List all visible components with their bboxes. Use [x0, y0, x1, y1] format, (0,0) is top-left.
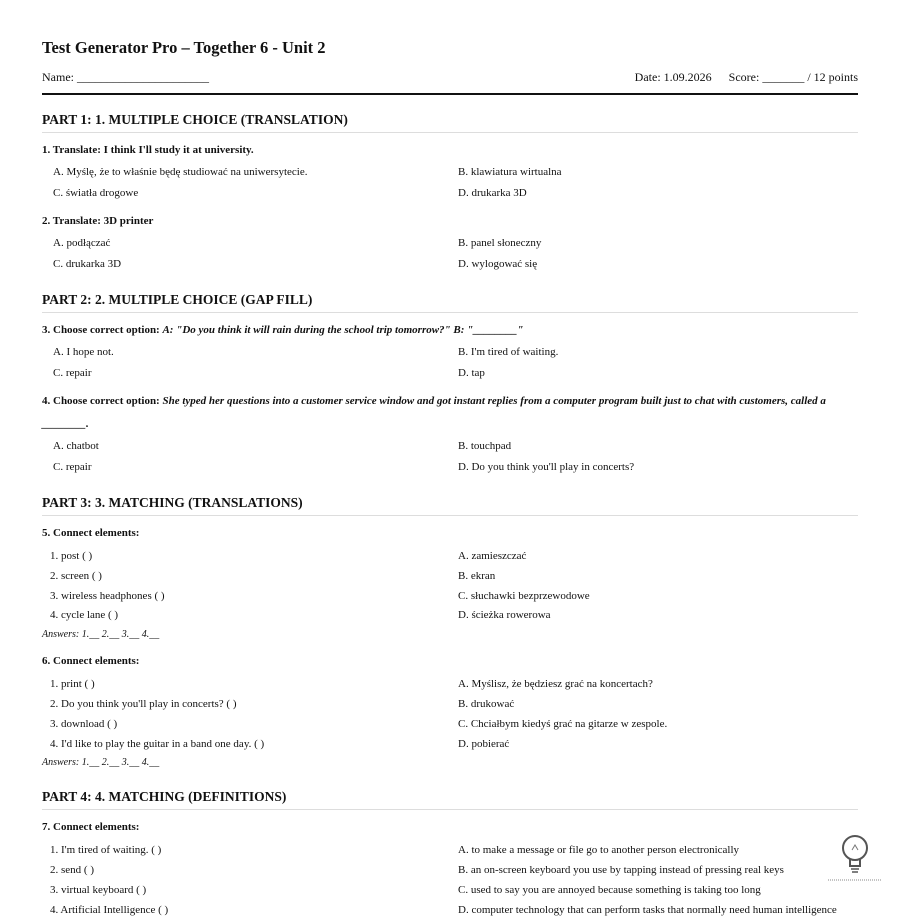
header-meta [42, 70, 858, 95]
option-d[interactable]: D. tap [458, 367, 485, 379]
question-3 [42, 319, 858, 342]
question-5-prompt: 5. Connect elements: [42, 527, 140, 539]
page-title: Test Generator Pro – Together 6 - Unit 2 [42, 38, 326, 57]
match-right-item: B. an on-screen keyboard you use by tapping instead of pressing real keys [458, 864, 784, 877]
match-right-item: D. ścieżka rowerowa [458, 609, 551, 622]
question-2-prompt: 2. Translate: 3D printer [42, 215, 154, 227]
score-field[interactable]: Score: _______ / 12 points [728, 70, 858, 84]
question-4-text: She typed her questions into a customer service window and got instant replies from a computer program built just to chat with customers, called a ________. [42, 395, 826, 430]
question-4 [42, 390, 858, 436]
match-left-item[interactable]: 1. post ( ) [50, 550, 93, 562]
match-left-item[interactable]: 1. print ( ) [50, 678, 95, 691]
match-right-item: C. Chciałbym kiedyś grać na gitarze w zespole. [458, 717, 668, 730]
question-1-options [42, 162, 858, 204]
question-3-text: A: "Do you think it will rain during the school trip tomorrow?" B: "________" [162, 324, 524, 336]
match-right-item: A. Myślisz, że będziesz grać na koncertach? [458, 678, 653, 691]
option-b[interactable]: B. I'm tired of waiting. [458, 346, 559, 358]
option-b[interactable]: B. touchpad [458, 440, 512, 452]
match-right-item: A. zamieszczać [458, 550, 527, 562]
match-left-item[interactable]: 2. screen ( ) [50, 569, 102, 582]
question-4-options [42, 436, 858, 478]
option-d[interactable]: D. drukarka 3D [458, 187, 527, 199]
option-c[interactable]: C. repair [53, 461, 92, 473]
option-a[interactable]: A. I hope not. [53, 346, 114, 358]
match-left-item[interactable]: 4. Artificial Intelligence ( ) [50, 903, 169, 916]
part-4-heading: PART 4: 4. MATCHING (DEFINITIONS) [42, 789, 858, 810]
match-left-item[interactable]: 3. download ( ) [50, 717, 118, 730]
question-6-answers[interactable]: Answers: 1.__ 2.__ 3.__ 4.__ [42, 757, 160, 769]
part-2-heading: PART 2: 2. MULTIPLE CHOICE (GAP FILL) [42, 292, 858, 313]
option-a[interactable]: A. chatbot [53, 440, 99, 452]
header-right [621, 70, 858, 84]
question-3-prompt: 3. Choose correct option: [42, 324, 163, 336]
match-right-item: C. słuchawki bezprzewodowe [458, 589, 590, 602]
option-c[interactable]: C. drukarka 3D [53, 258, 122, 270]
test-page [42, 38, 858, 921]
match-right-item: B. ekran [458, 569, 496, 582]
match-right-item: D. computer technology that can perform tasks that normally need human intelligence [458, 903, 837, 916]
name-field[interactable]: Name: ______________________ [42, 70, 209, 84]
match-left-item[interactable]: 2. send ( ) [50, 864, 94, 877]
option-d[interactable]: D. Do you think you'll play in concerts? [458, 461, 635, 473]
match-left-item[interactable]: 1. I'm tired of waiting. ( ) [50, 844, 162, 857]
match-right-item: B. drukować [458, 697, 515, 710]
option-d[interactable]: D. wylogować się [458, 258, 538, 270]
match-left-item[interactable]: 3. virtual keyboard ( ) [50, 883, 147, 896]
option-a[interactable]: A. podłączać [53, 237, 111, 249]
lightbulb-icon [826, 832, 884, 884]
match-right-item: C. used to say you are annoyed because something is taking too long [458, 883, 761, 896]
date-label: Date: 1.09.2026 [634, 70, 712, 84]
option-b[interactable]: B. klawiatura wirtualna [458, 166, 562, 178]
question-6-prompt: 6. Connect elements: [42, 655, 140, 668]
question-4-prompt: 4. Choose correct option: [42, 395, 163, 407]
option-c[interactable]: C. repair [53, 367, 92, 379]
match-right-item: A. to make a message or file go to another person electronically [458, 844, 740, 857]
match-right-item: D. pobierać [458, 737, 510, 750]
question-7-matching [42, 841, 858, 920]
question-5-matching [42, 547, 858, 626]
option-c[interactable]: C. światła drogowe [53, 187, 139, 199]
part-1-heading: PART 1: 1. MULTIPLE CHOICE (TRANSLATION) [42, 112, 858, 133]
option-b[interactable]: B. panel słoneczny [458, 237, 542, 249]
part-3-heading: PART 3: 3. MATCHING (TRANSLATIONS) [42, 495, 858, 516]
question-5-answers[interactable]: Answers: 1.__ 2.__ 3.__ 4.__ [42, 629, 160, 641]
question-7-prompt: 7. Connect elements: [42, 821, 140, 834]
question-3-options [42, 342, 858, 384]
question-6-matching [42, 675, 858, 754]
option-a[interactable]: A. Myślę, że to właśnie będę studiować na uniwersytecie. [53, 166, 308, 178]
match-left-item[interactable]: 4. I'd like to play the guitar in a band one day. ( ) [50, 737, 265, 750]
question-2-options [42, 233, 858, 275]
question-1-prompt: 1. Translate: I think I'll study it at university. [42, 144, 254, 156]
match-left-item[interactable]: 4. cycle lane ( ) [50, 609, 119, 622]
match-left-item[interactable]: 2. Do you think you'll play in concerts? ( ) [50, 697, 237, 710]
match-left-item[interactable]: 3. wireless headphones ( ) [50, 589, 165, 602]
